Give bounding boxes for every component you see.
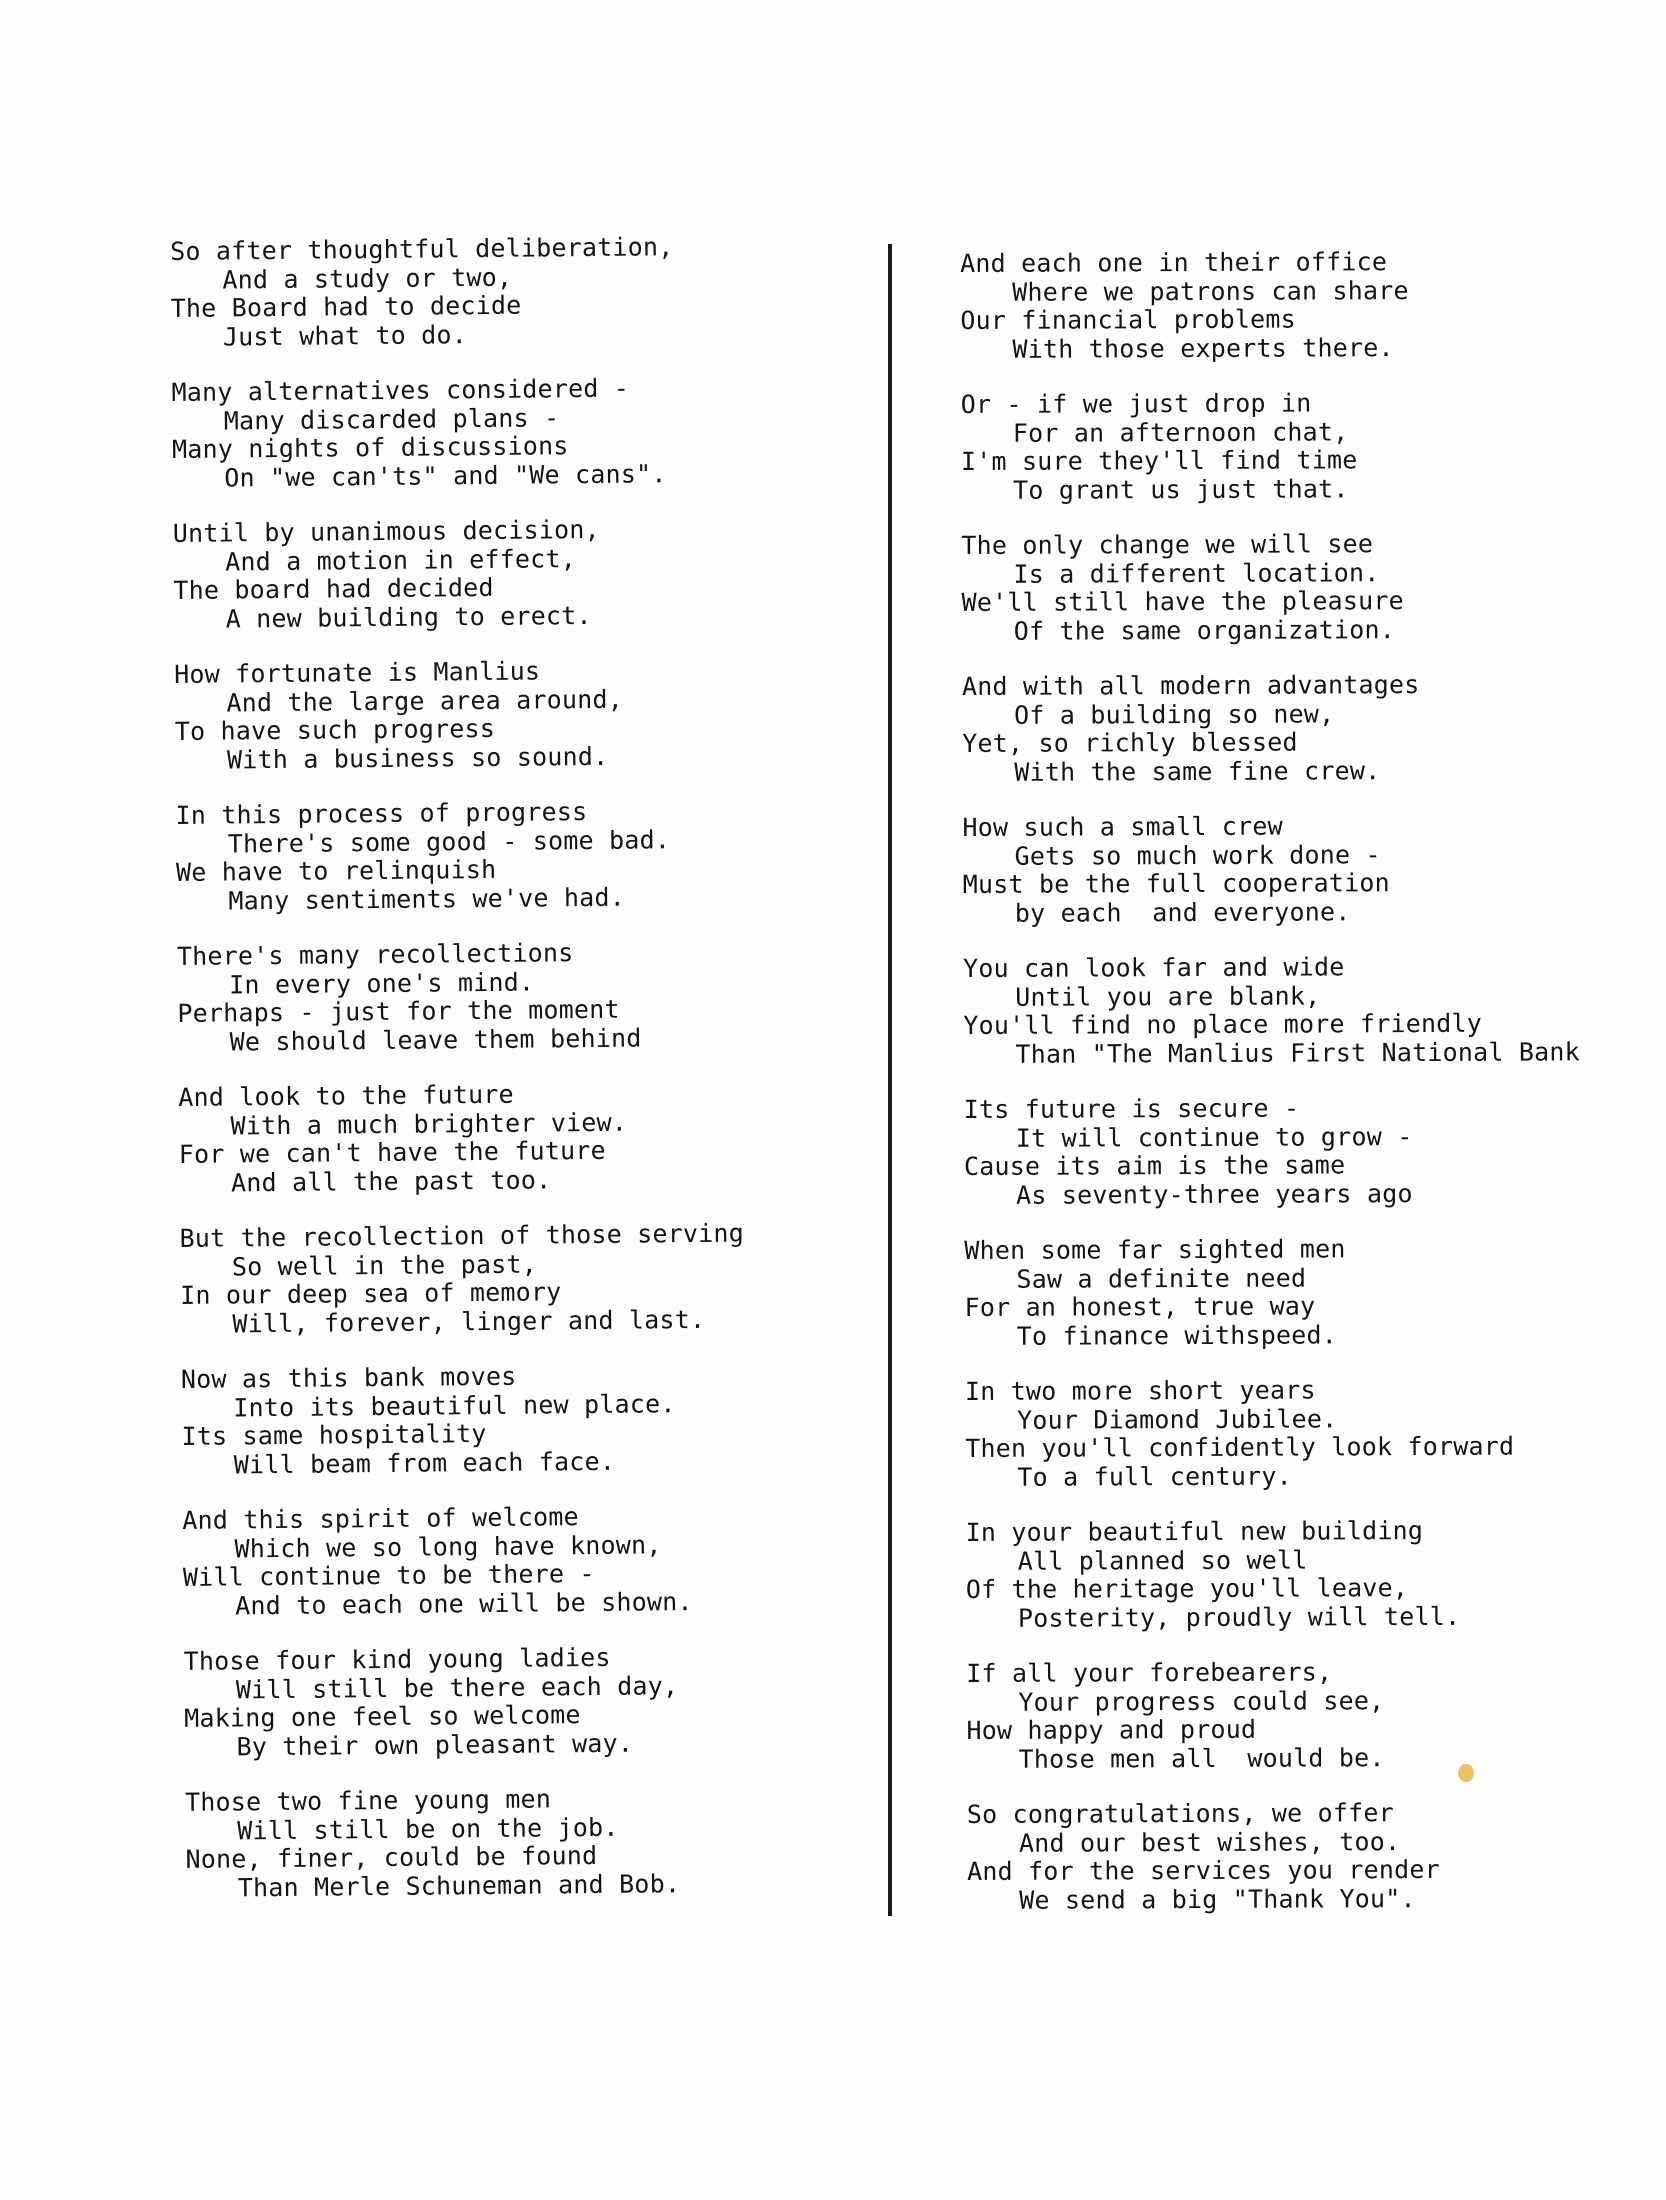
poem-line: In our deep sea of memory (180, 1277, 562, 1310)
poem-line: The board had decided (173, 572, 494, 605)
stanza (174, 654, 895, 775)
stanza (963, 952, 1663, 1069)
stanza (961, 529, 1661, 646)
poem-line: Just what to do. (222, 319, 468, 351)
poem-line: Many alternatives considered - (171, 373, 630, 407)
poem-line: So congratulations, we offer (966, 1798, 1394, 1829)
poem-line: Many sentiments we've had. (228, 882, 626, 915)
poem-line: Making one feel so welcome (184, 1700, 581, 1733)
poem-line: So after thoughtful deliberation, (169, 232, 674, 266)
poem-line: Into its beautiful new place. (233, 1388, 676, 1422)
poem-line: There's many recollections (176, 938, 574, 971)
stanza (965, 1375, 1665, 1492)
poem-line: To finance withspeed. (1016, 1319, 1338, 1351)
stanza (170, 231, 891, 352)
poem-line: Will beam from each face. (233, 1446, 616, 1479)
poem-line: And this spirit of welcome (182, 1502, 579, 1535)
stanza (962, 670, 1662, 787)
poem-line: It will continue to grow - (1015, 1121, 1413, 1153)
poem-line: Must be the full cooperation (962, 868, 1390, 899)
stanza (964, 1234, 1664, 1351)
stanza (960, 247, 1660, 364)
poem-line: We should leave them behind (229, 1023, 642, 1056)
poem-line: Those men all would be. (1018, 1742, 1385, 1774)
stain-mark (1458, 1764, 1474, 1782)
poem-line: Many nights of discussions (171, 431, 569, 464)
poem-line: To grant us just that. (1012, 473, 1349, 505)
poem-line: When some far sighted men (964, 1234, 1346, 1265)
stanza (173, 513, 894, 634)
stanza (966, 1516, 1666, 1633)
poem-line: Will still be on the job. (237, 1812, 619, 1845)
stanza (181, 1359, 902, 1480)
poem-line: Will continue to be there - (182, 1558, 595, 1592)
poem-line: And a motion in effect, (224, 543, 577, 576)
poem-line: Your Diamond Jubilee. (1017, 1403, 1338, 1435)
poem-line: Than "The Manlius First National Bank (1015, 1036, 1580, 1069)
poem-line: And all the past too. (230, 1164, 552, 1197)
poem-line: For an afternoon chat, (1012, 416, 1349, 448)
poem-line: We'll still have the pleasure (961, 586, 1404, 617)
poem-line: With a business so sound. (226, 741, 609, 774)
poem-line: All planned so well (1017, 1544, 1308, 1576)
poem-line: Gets so much work done - (1014, 839, 1381, 871)
poem-line: We send a big "Thank You". (1019, 1883, 1416, 1915)
stanza (175, 795, 896, 916)
poem-line: To a full century. (1017, 1461, 1292, 1492)
poem-line: Of a building so new, (1013, 698, 1335, 730)
poem-line: With a much brighter view. (230, 1107, 628, 1140)
poem-line: Its future is secure - (963, 1093, 1300, 1124)
poem-line: Until by unanimous decision, (172, 514, 601, 548)
poem-line: The only change we will see (961, 529, 1374, 560)
poem-line: Where we patrons can share (1012, 275, 1409, 307)
left-column (170, 231, 906, 1930)
stanza (961, 388, 1661, 505)
poem-line: And each one in their office (959, 247, 1388, 278)
poem-line: You can look far and wide (963, 952, 1345, 983)
poem-line: Of the heritage you'll leave, (965, 1573, 1409, 1604)
poem-line: I'm sure they'll find time (960, 445, 1358, 476)
poem-line: Yet, so richly blessed (962, 727, 1298, 758)
stanza (966, 1657, 1666, 1774)
poem-line: For we can't have the future (178, 1135, 606, 1169)
poem-line: None, finer, could be found (185, 1840, 598, 1874)
poem-line: In this process of progress (175, 797, 588, 830)
poem-line: Those two fine young men (184, 1784, 552, 1817)
poem-line: Perhaps - just for the moment (177, 994, 620, 1028)
poem-line: With those experts there. (1012, 332, 1394, 364)
poem-line: Posterity, proudly will tell. (1017, 1601, 1461, 1633)
poem-line: There's some good - some bad. (227, 824, 671, 858)
stanza (178, 1077, 899, 1198)
stanza (179, 1218, 900, 1339)
poem-line: On "we can'ts" and "We cans". (224, 458, 667, 492)
stanza (185, 1782, 906, 1903)
poem-line: In two more short years (964, 1375, 1316, 1406)
stanza (177, 936, 898, 1057)
poem-line: And with all modern advantages (961, 669, 1420, 701)
poem-line: And for the services you render (967, 1854, 1440, 1886)
poem-line: Cause its aim is the same (963, 1150, 1346, 1181)
column-divider (888, 244, 892, 1916)
poem-line: Or - if we just drop in (960, 388, 1312, 419)
poem-line: The Board had to decide (170, 290, 522, 323)
poem-line: Is a different location. (1013, 557, 1380, 589)
stanza (182, 1500, 903, 1621)
stanza (964, 1093, 1664, 1210)
poem-line: To have such progress (174, 713, 496, 746)
poem-line: As seventy-three years ago (1016, 1178, 1413, 1210)
poem-line: And our best wishes, too. (1018, 1826, 1401, 1858)
poem-line: Than Merle Schuneman and Bob. (237, 1868, 681, 1902)
poem-line: With the same fine crew. (1014, 755, 1381, 787)
poem-line: Saw a definite need (1016, 1262, 1307, 1294)
poem-line: Then you'll confidently look forward (965, 1431, 1515, 1463)
poem-line: And to each one will be shown. (234, 1586, 693, 1620)
poem-line: Will still be there each day, (235, 1670, 679, 1704)
poem-line: Our financial problems (960, 304, 1296, 335)
poem-line: A new building to erect. (225, 600, 592, 633)
poem-line: Which we so long have known, (234, 1529, 662, 1563)
poem-line: But the recollection of those serving (179, 1218, 745, 1253)
poem-line: Now as this bank moves (180, 1361, 517, 1394)
poem-line: Will, forever, linger and last. (232, 1304, 706, 1338)
poem-line: So well in the past, (231, 1249, 538, 1281)
poem-line: For an honest, true way (964, 1291, 1316, 1322)
poem-line: You'll find no place more friendly (963, 1008, 1482, 1040)
poem-line: If all your forebearers, (966, 1657, 1333, 1688)
poem-line: In your beautiful new building (965, 1515, 1424, 1547)
poem-line: Of the same organization. (1013, 614, 1396, 646)
poem-line: And look to the future (178, 1079, 514, 1112)
poem-line: Those four kind young ladies (183, 1642, 611, 1676)
stanza (171, 372, 892, 493)
poem-line: We have to relinquish (175, 854, 497, 887)
poem-line: In every one's mind. (229, 967, 535, 999)
poem-line: Your progress could see, (1018, 1685, 1385, 1717)
poem-line: By their own pleasant way. (236, 1728, 634, 1761)
stanza (962, 811, 1662, 928)
right-column (960, 247, 1666, 1942)
stanza (184, 1641, 905, 1762)
poem-line: Its same hospitality (181, 1419, 487, 1451)
poem-line: Many discarded plans - (223, 402, 560, 435)
poem-line: by each and everyone. (1014, 896, 1351, 928)
poem-line: Until you are blank, (1015, 980, 1321, 1012)
poem-line: And the large area around, (226, 684, 624, 717)
stanza (967, 1798, 1666, 1915)
poem-line: And a study or two, (222, 262, 513, 294)
poem-line: How happy and proud (966, 1714, 1257, 1745)
poem-line: How fortunate is Manlius (174, 656, 541, 689)
poem-line: How such a small crew (962, 811, 1283, 842)
